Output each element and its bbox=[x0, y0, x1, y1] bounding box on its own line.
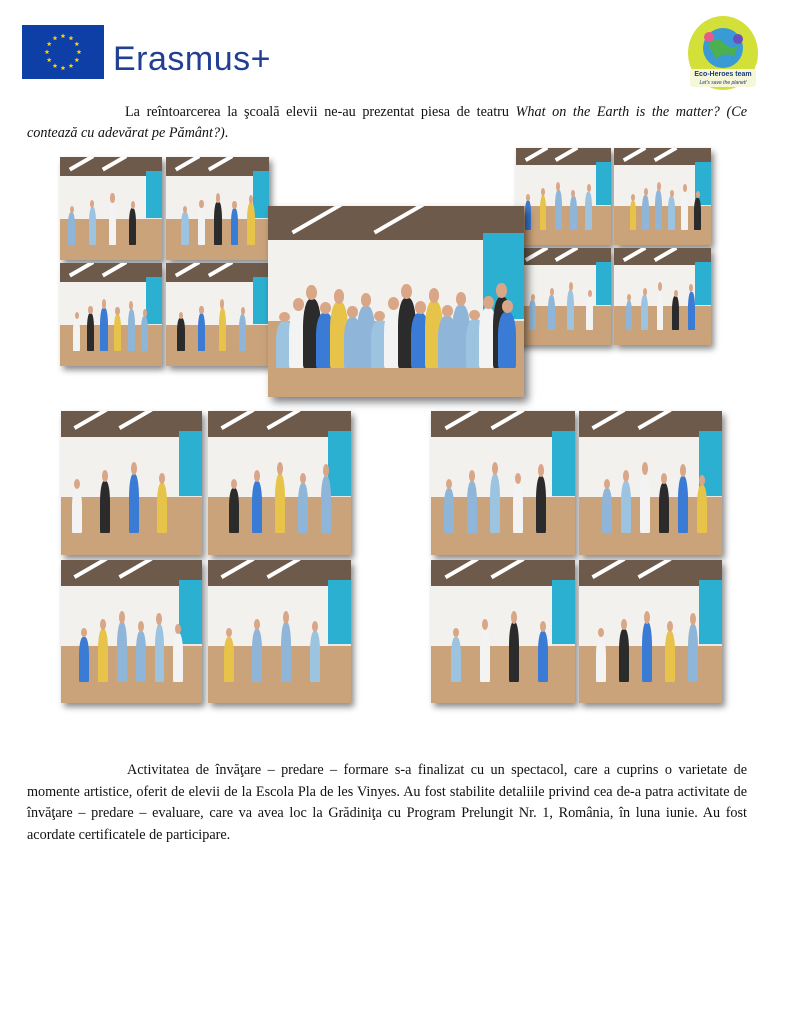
stage-photo-12 bbox=[208, 560, 351, 703]
person-figure bbox=[513, 483, 523, 534]
intro-paragraph bbox=[27, 102, 747, 144]
team-logo-tagline: Let's save the planet! bbox=[699, 80, 747, 86]
eu-stars bbox=[22, 25, 104, 79]
person-figure bbox=[655, 190, 662, 230]
person-figure bbox=[694, 198, 701, 231]
person-figure bbox=[252, 481, 262, 533]
person-figure bbox=[672, 296, 679, 330]
person-figure bbox=[247, 203, 254, 244]
stage-photo-7 bbox=[516, 248, 611, 345]
team-logo-title: Eco-Heroes team bbox=[694, 71, 752, 78]
person-figure bbox=[688, 292, 695, 331]
person-figure bbox=[198, 207, 205, 245]
person-figure bbox=[641, 295, 648, 330]
stage-photo-16 bbox=[579, 560, 722, 703]
person-figure bbox=[231, 208, 238, 244]
person-figure bbox=[490, 474, 500, 534]
person-figure bbox=[155, 624, 165, 681]
person-figure bbox=[214, 202, 221, 245]
stage-photo-5 bbox=[516, 148, 611, 245]
photo-people bbox=[208, 617, 351, 681]
person-figure bbox=[281, 622, 291, 681]
person-figure bbox=[68, 212, 75, 244]
person-figure bbox=[173, 633, 183, 681]
person-figure bbox=[642, 195, 649, 230]
person-figure bbox=[555, 190, 562, 230]
person-figure bbox=[688, 624, 698, 681]
stage-photo-6 bbox=[614, 148, 711, 245]
summary-paragraph bbox=[27, 760, 747, 846]
intro-text: La reîntoarcerea la şcoală elevii ne-au prezentat piesa de teatru bbox=[125, 104, 516, 120]
person-figure bbox=[73, 318, 80, 350]
person-figure bbox=[467, 481, 477, 533]
person-figure bbox=[665, 631, 675, 681]
photo-people bbox=[614, 287, 711, 331]
play-title: What on the Earth is the matter? (Ce contează cu adevărat pe Pământ?) bbox=[27, 104, 747, 141]
person-figure bbox=[157, 483, 167, 534]
stage-photo-2 bbox=[166, 157, 269, 260]
person-figure bbox=[177, 318, 184, 350]
person-figure bbox=[626, 300, 633, 331]
person-figure bbox=[100, 308, 107, 351]
photo-people bbox=[431, 617, 575, 681]
person-figure bbox=[239, 314, 246, 350]
photo-people bbox=[516, 187, 611, 231]
person-figure bbox=[548, 295, 555, 330]
photo-people bbox=[60, 198, 162, 244]
stage-photo-9 bbox=[61, 411, 202, 555]
stage-photo-13 bbox=[431, 411, 575, 555]
person-figure bbox=[141, 316, 148, 351]
stage-photo-10 bbox=[208, 411, 351, 555]
photo-people bbox=[614, 187, 711, 231]
person-figure bbox=[129, 474, 139, 534]
photo-people bbox=[60, 304, 162, 350]
person-figure bbox=[198, 313, 205, 351]
person-figure bbox=[570, 196, 577, 230]
stage-photo-1 bbox=[60, 157, 162, 260]
stage-photo-15 bbox=[431, 560, 575, 703]
photo-people bbox=[166, 304, 269, 350]
person-figure bbox=[681, 192, 688, 231]
stage-photo-8 bbox=[614, 248, 711, 345]
person-figure bbox=[540, 195, 547, 230]
person-figure bbox=[538, 631, 548, 681]
photo-people bbox=[516, 287, 611, 331]
intro-end: . bbox=[224, 125, 229, 141]
person-figure bbox=[181, 212, 188, 244]
person-figure bbox=[444, 488, 454, 533]
person-figure bbox=[219, 308, 226, 351]
person-figure bbox=[229, 488, 239, 533]
stage-photo-11 bbox=[61, 560, 202, 703]
person-figure bbox=[498, 312, 516, 369]
photo-people bbox=[579, 617, 722, 681]
summary-text: Activitatea de învăţare – predare – formare s-a finalizat cu un spectacol, care a cuprins o varietate de momente artistice, oferit de elevii de la Escola Pla de les Vinyes. Au fost stabilite detaliile privind cea de-a patra activitate de învăţare – predare – evaluare, care va avea loc la Grădiniţa cu Program Prelungit Nr. 1, România, în luna iunie. Au fost acordate certificatele de participare. bbox=[27, 762, 747, 843]
person-figure bbox=[310, 631, 320, 681]
person-figure bbox=[678, 476, 688, 534]
eco-heroes-logo bbox=[686, 15, 760, 93]
person-figure bbox=[98, 629, 108, 681]
person-figure bbox=[509, 622, 519, 681]
person-figure bbox=[525, 200, 532, 231]
photo-people bbox=[61, 617, 202, 681]
person-figure bbox=[630, 200, 637, 231]
photo-people bbox=[61, 469, 202, 534]
person-figure bbox=[109, 202, 116, 245]
person-figure bbox=[657, 290, 664, 330]
person-figure bbox=[321, 476, 331, 534]
photo-people bbox=[579, 469, 722, 534]
person-figure bbox=[567, 290, 574, 330]
person-figure bbox=[642, 622, 652, 681]
person-figure bbox=[659, 483, 669, 534]
person-figure bbox=[585, 192, 592, 231]
photo-people bbox=[166, 198, 269, 244]
person-figure bbox=[117, 622, 127, 681]
person-figure bbox=[224, 637, 234, 682]
person-figure bbox=[100, 481, 110, 533]
group-photo bbox=[268, 206, 524, 397]
person-figure bbox=[136, 631, 146, 681]
photo-people bbox=[208, 469, 351, 534]
person-figure bbox=[87, 313, 94, 351]
person-figure bbox=[602, 488, 612, 533]
person-figure bbox=[596, 637, 606, 682]
person-figure bbox=[619, 629, 629, 681]
erasmus-logo-text: Erasmus+ bbox=[113, 40, 271, 78]
stage-photo-14 bbox=[579, 411, 722, 555]
photo-people bbox=[431, 469, 575, 534]
stage-photo-4 bbox=[166, 263, 269, 366]
person-figure bbox=[480, 629, 490, 681]
person-figure bbox=[252, 629, 262, 681]
person-figure bbox=[668, 196, 675, 230]
eu-flag-icon bbox=[22, 25, 104, 79]
person-figure bbox=[697, 485, 707, 534]
person-figure bbox=[89, 207, 96, 245]
person-figure bbox=[114, 314, 121, 350]
person-figure bbox=[640, 474, 650, 534]
person-figure bbox=[536, 476, 546, 534]
person-figure bbox=[72, 488, 82, 533]
person-figure bbox=[586, 296, 593, 330]
photo-people bbox=[268, 282, 524, 368]
person-figure bbox=[275, 474, 285, 534]
person-figure bbox=[529, 300, 536, 331]
person-figure bbox=[621, 481, 631, 533]
person-figure bbox=[79, 637, 89, 682]
person-figure bbox=[129, 208, 136, 244]
stage-photo-3 bbox=[60, 263, 162, 366]
person-figure bbox=[451, 637, 461, 682]
person-figure bbox=[128, 309, 135, 350]
person-figure bbox=[298, 483, 308, 534]
